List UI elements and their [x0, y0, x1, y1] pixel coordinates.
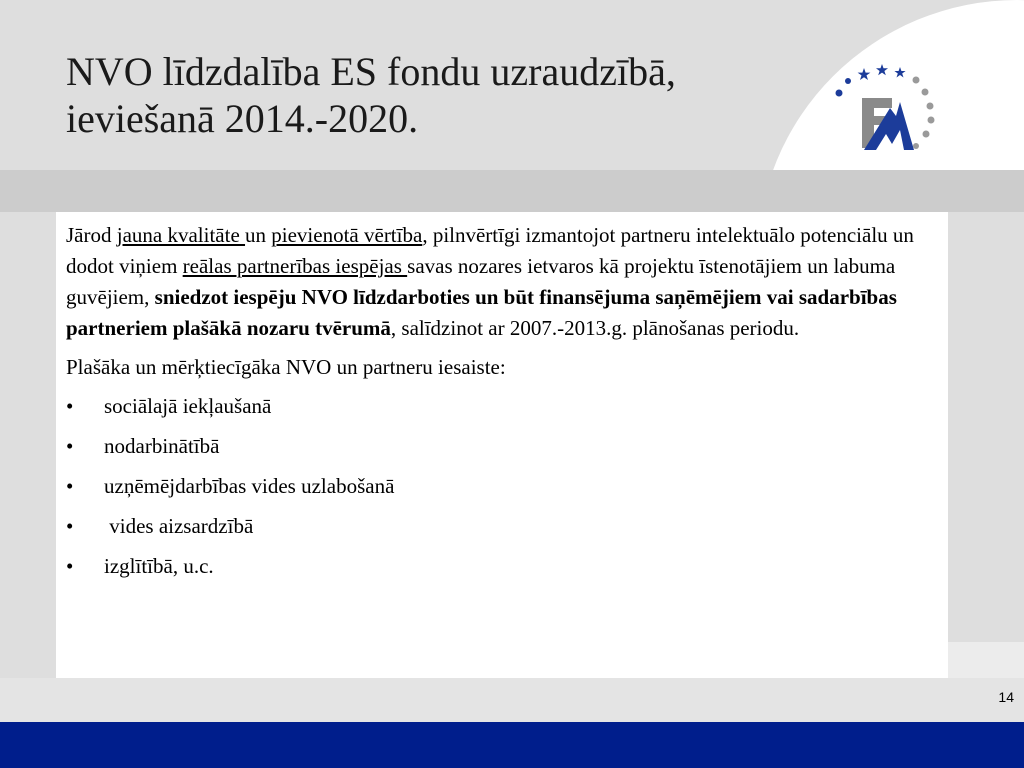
paragraph-main — [66, 220, 944, 344]
text-ending: , salīdzinot ar 2007.-2013.g. plānošanas periodu. — [390, 316, 800, 340]
underlined-partnership: reālas partnerības iespējas — [182, 254, 408, 278]
list-item: • sociālajā iekļaušanā — [66, 391, 944, 422]
bullet-marker: • — [66, 514, 74, 538]
bottom-strip — [0, 678, 1024, 722]
list-item: • uzņēmējdarbības vides uzlabošanā — [66, 471, 944, 502]
title-line-2: ieviešanā 2014.-2020. — [66, 96, 419, 141]
list-item: • vides aizsardzībā — [66, 511, 944, 542]
right-margin-lower-panel — [948, 642, 1024, 678]
slide-body — [66, 220, 944, 591]
bullet-marker: • — [66, 434, 74, 458]
slide-title — [66, 48, 766, 142]
list-item: • nodarbinātībā — [66, 431, 944, 462]
bullet-marker: • — [66, 474, 74, 498]
finance-ministry-logo-icon — [830, 58, 940, 158]
bullet-list — [66, 391, 944, 582]
right-margin-panel — [948, 212, 1024, 642]
bold-emphasis: sniedzot iespēju NVO līdzdarboties un būt finansējuma saņēmējiem vai sadarbības partneriem plašākā nozaru tvērumā — [66, 285, 897, 340]
text-un: un — [245, 223, 272, 247]
left-margin-panel — [0, 212, 56, 678]
paragraph-involvement: Plašāka un mērķtiecīgāka NVO un partneru iesaiste: — [66, 355, 506, 379]
text-sector: savas nozares ietvaros kā projektu īstenotājiem un labuma guvējiem, — [66, 254, 896, 309]
title-divider-band — [0, 170, 1024, 212]
bullet-marker: • — [66, 394, 74, 418]
title-line-1: NVO līdzdalība ES fondu uzraudzībā, — [66, 49, 676, 94]
underlined-quality: jauna kvalitāte — [116, 223, 246, 247]
footer-bar — [0, 722, 1024, 768]
text-middle: , pilnvērtīgi izmantojot partneru intelektuālo potenciālu un dodot viņiem — [66, 223, 914, 278]
page-number: 14 — [998, 689, 1014, 705]
underlined-added-value: pievienotā vērtība — [271, 223, 423, 247]
list-item: • izglītībā, u.c. — [66, 551, 944, 582]
text-jarod: Jārod — [66, 223, 117, 247]
bullet-marker: • — [66, 554, 74, 578]
